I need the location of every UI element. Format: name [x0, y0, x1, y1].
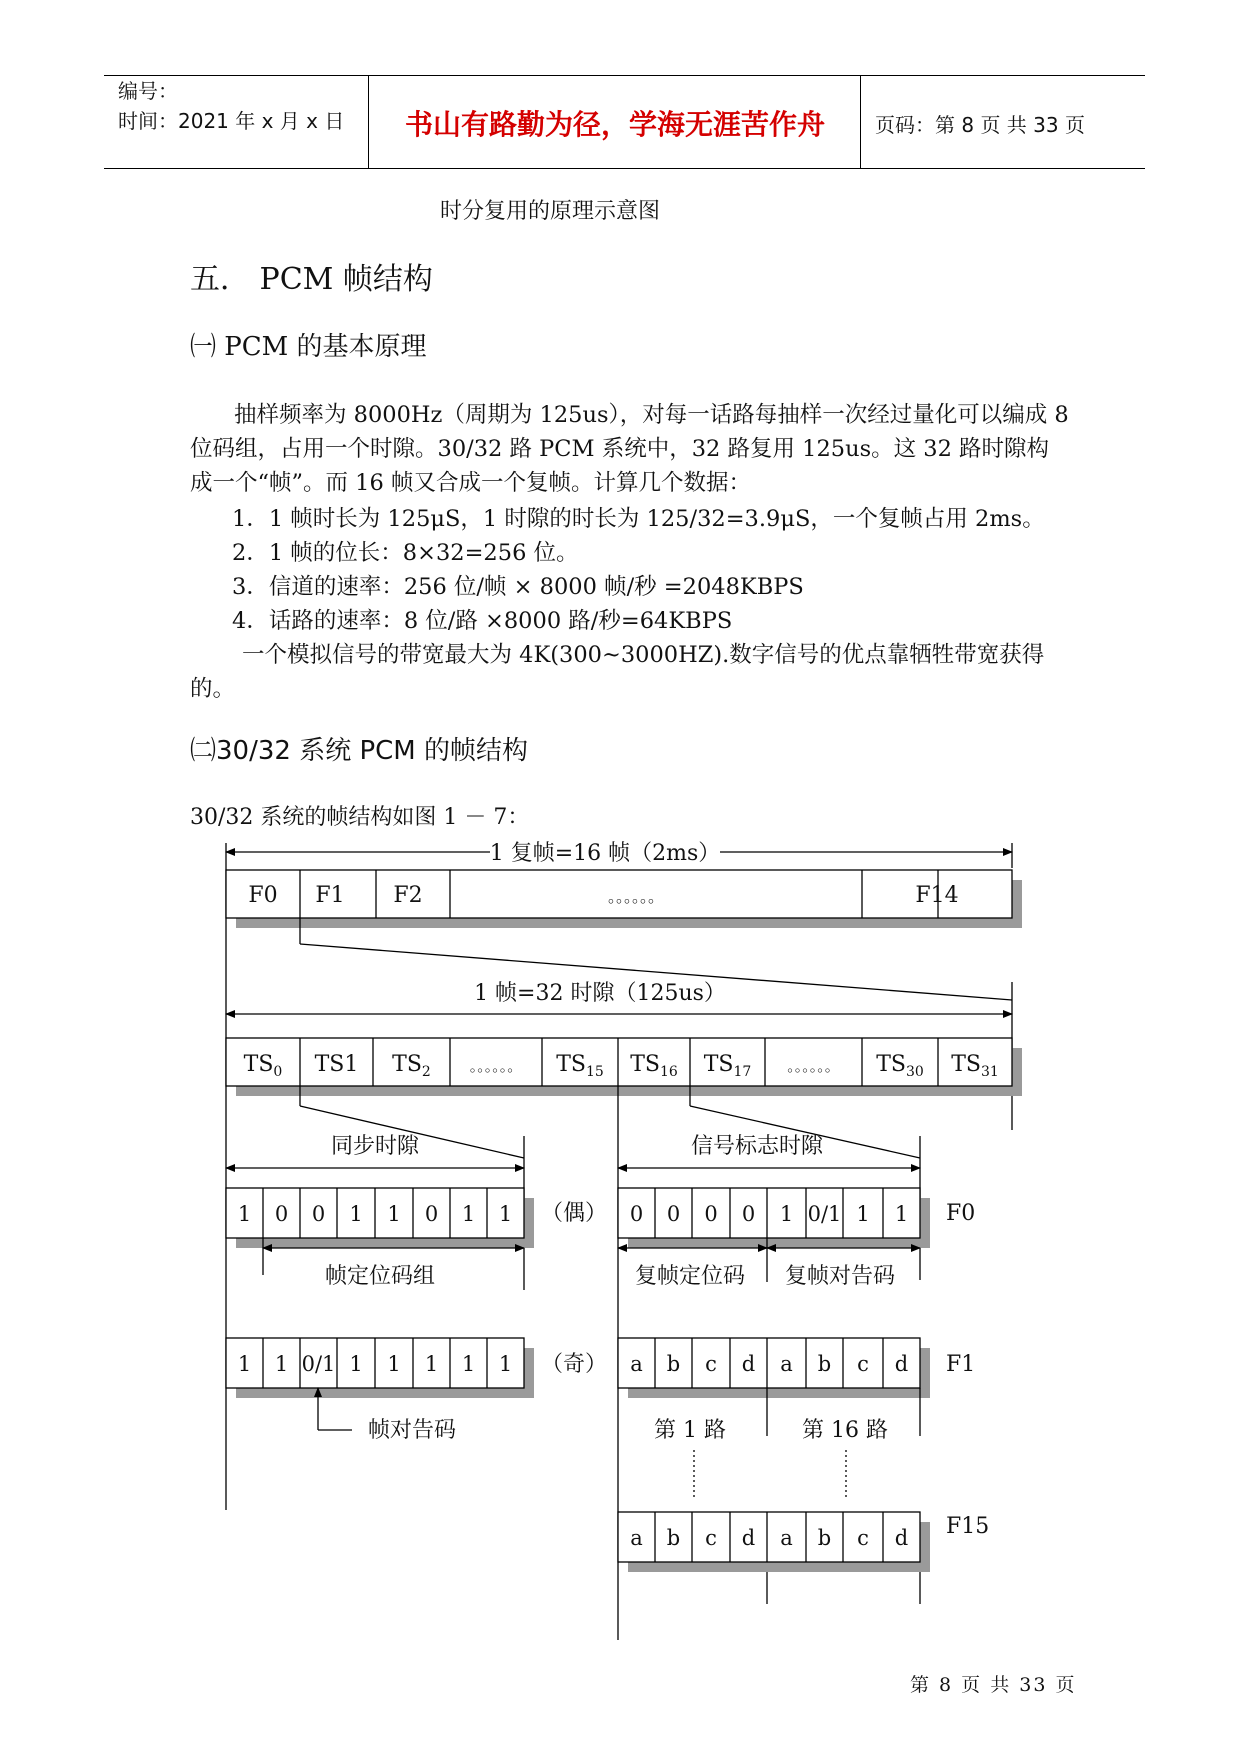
- even-frame-bits-bit: 1: [387, 1202, 401, 1226]
- slot-label-7: 。。。。。。: [787, 1057, 840, 1075]
- f15-bits-bit: b: [817, 1526, 832, 1550]
- f1-bits-bit: a: [630, 1352, 643, 1376]
- slot-label-6: $TS_{17}$: [703, 1052, 752, 1080]
- f1-bits-bit: b: [817, 1352, 832, 1376]
- slot-label-5: $TS_{16}$: [630, 1052, 678, 1080]
- odd-frame-bits-bit: 1: [349, 1352, 363, 1376]
- signal-slot-label: 信号标志时隙: [690, 1134, 824, 1159]
- header-number: 编号：: [118, 79, 178, 103]
- f0-bits-bit: 1: [779, 1202, 794, 1226]
- frame-align-label: 帧定位码组: [324, 1264, 436, 1289]
- header-page-info: 页码：第 8 页 共 33 页: [875, 113, 1085, 137]
- paragraph-bandwidth-note: 一个模拟信号的带宽最大为 4K(300~3000HZ).数字信号的优点靠牺牲带宽获得的。: [190, 642, 1045, 702]
- f15-bits-bit: d: [894, 1526, 909, 1550]
- subsection-title-2: ㈡30/32 系统 PCM 的帧结构: [190, 736, 528, 766]
- slot-label-8: $TS_{30}$: [876, 1052, 924, 1080]
- frame-label-1: F1: [315, 883, 345, 908]
- f0-bits-bit: 1: [894, 1202, 909, 1226]
- paragraph-principle: 抽样频率为 8000Hz（周期为 125us），对每一话路每抽样一次经过量化可以编成 8 位码组，占用一个时隙。30/32 路 PCM 系统中，32 路复用 125us。这 32 路时隙构成一个“帧”。而 16 帧又合成一个复帧。计算几个数据：: [190, 402, 1069, 496]
- figure-caption: 时分复用的原理示意图: [440, 199, 661, 224]
- mf-alarm-label: 复帧对告码: [784, 1264, 896, 1289]
- even-frame-bits-bit: 0: [424, 1202, 439, 1226]
- slot-label-0: $TS_0$: [243, 1052, 283, 1080]
- f15-bits-bit: a: [780, 1526, 793, 1550]
- slot-label-3: 。。。。。。: [469, 1057, 523, 1075]
- f0-bits-bit: 0: [629, 1202, 644, 1226]
- odd-frame-bits-bit: 0/1: [301, 1352, 336, 1376]
- f0-bits-bit: 0/1: [807, 1202, 842, 1226]
- frame-alarm-label: 帧对告码: [367, 1418, 457, 1443]
- list-item: 2．1 帧的位长：8×32=256 位。: [232, 540, 579, 566]
- list-item: 1．1 帧时长为 125μS，1 时隙的时长为 125/32=3.9μS，一个复帧占用 2ms。: [232, 506, 1045, 532]
- even-frame-bits-bit: 1: [349, 1202, 363, 1226]
- f1-label: F1: [946, 1352, 976, 1377]
- frame-label-3: 。。。。。。: [607, 887, 665, 906]
- odd-frame-bits-bit: 1: [424, 1352, 439, 1376]
- slot-label-9: $TS_{31}$: [951, 1052, 999, 1080]
- f1-bits-bit: b: [666, 1352, 681, 1376]
- slot-label-1: TS1: [314, 1052, 359, 1077]
- mf-align-label: 复帧定位码: [634, 1264, 746, 1289]
- section-title: 五． PCM 帧结构: [190, 262, 433, 297]
- f0-bits-bit: 0: [666, 1202, 681, 1226]
- f15-bits: [618, 1512, 920, 1562]
- f15-bits-bit: d: [741, 1526, 756, 1550]
- even-frame-bits-bit: 1: [237, 1202, 252, 1226]
- page-footer: 第 8 页 共 33 页: [910, 1674, 1077, 1696]
- f15-bits-bit: c: [705, 1526, 717, 1550]
- odd-tag: （奇）: [540, 1352, 608, 1377]
- f15-bits-bit: c: [857, 1526, 869, 1550]
- even-tag: （偶）: [540, 1201, 608, 1226]
- frame-label-0: F0: [248, 883, 278, 908]
- header-time: 时间：2021 年 x 月 x 日: [118, 109, 345, 133]
- f15-bits-bit: a: [630, 1526, 643, 1550]
- figure-intro: 30/32 系统的帧结构如图 1 － 7：: [190, 805, 530, 830]
- header-slogan: 书山有路勤为径，学海无涯苦作舟: [404, 108, 825, 141]
- channel-1-label: 第 1 路: [654, 1418, 726, 1443]
- list-item: 4．话路的速率：8 位/路 ×8000 路/秒=64KBPS: [232, 608, 733, 634]
- list-item: 3．信道的速率：256 位/帧 × 8000 帧/秒 =2048KBPS: [232, 574, 804, 600]
- f1-bits-bit: a: [780, 1352, 793, 1376]
- slot-label-4: $TS_{15}$: [556, 1052, 604, 1080]
- f1-bits-bit: d: [741, 1352, 756, 1376]
- odd-frame-bits-bit: 1: [498, 1352, 513, 1376]
- even-frame-bits-bit: 1: [498, 1202, 513, 1226]
- frame-span-label: 1 帧=32 时隙（125us）: [474, 981, 726, 1006]
- f1-bits-bit: d: [894, 1352, 909, 1376]
- even-frame-bits-bit: 0: [274, 1202, 289, 1226]
- multiframe-label: 1 复帧=16 帧（2ms）: [489, 841, 721, 866]
- f0-bits-bit: 1: [856, 1202, 870, 1226]
- odd-frame-bits-bit: 1: [387, 1352, 401, 1376]
- frame-label-4: F14: [915, 883, 959, 908]
- f0-label: F0: [946, 1201, 976, 1226]
- f1-bits-bit: c: [857, 1352, 869, 1376]
- slot-label-2: $TS_2$: [392, 1052, 431, 1080]
- f0-bits-bit: 0: [704, 1202, 718, 1226]
- f1-bits-bit: c: [705, 1352, 717, 1376]
- odd-frame-bits-bit: 1: [274, 1352, 289, 1376]
- f15-bits-bit: b: [666, 1526, 681, 1550]
- f1-bits: [618, 1338, 920, 1388]
- subsection-title-1: ㈠ PCM 的基本原理: [190, 332, 427, 362]
- even-frame-bits-bit: 0: [311, 1202, 326, 1226]
- even-frame-bits-bit: 1: [461, 1202, 476, 1226]
- odd-frame-bits-bit: 1: [237, 1352, 252, 1376]
- sync-slot-label: 同步时隙: [330, 1134, 420, 1159]
- odd-frame-bits-bit: 1: [461, 1352, 476, 1376]
- f0-bits-bit: 0: [741, 1202, 756, 1226]
- channel-16-label: 第 16 路: [802, 1418, 888, 1443]
- f0-bits: [618, 1188, 920, 1238]
- f15-label: F15: [946, 1514, 990, 1539]
- frame-label-2: F2: [393, 883, 423, 908]
